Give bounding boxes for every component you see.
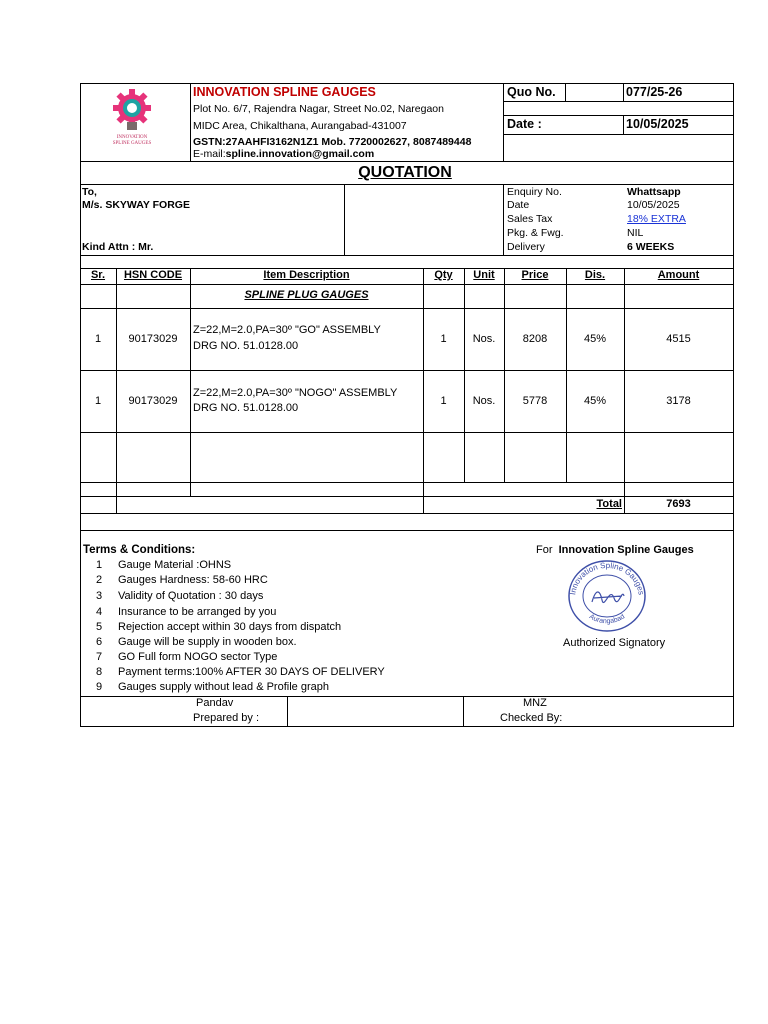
term-text: Gauge will be supply in wooden box. — [118, 636, 297, 648]
total-value: 7693 — [666, 498, 691, 510]
term-number: 8 — [95, 666, 103, 678]
term-number: 9 — [95, 681, 103, 693]
quo-no-value: 077/25-26 — [626, 85, 683, 99]
authorized-signatory: Authorized Signatory — [563, 637, 666, 649]
term-number: 1 — [95, 559, 103, 571]
term-number: 7 — [95, 651, 103, 663]
row-amount: 3178 — [666, 395, 691, 407]
detail-value-delivery: 6 WEEKS — [627, 241, 675, 253]
detail-label-date: Date — [507, 199, 530, 211]
signature-scribble — [592, 592, 624, 603]
quo-no-label: Quo No. — [507, 85, 556, 99]
row-desc-line1: Z=22,M=2.0,PA=30º "NOGO" ASSEMBLY — [193, 387, 398, 399]
svg-text:Innovation Spline Gauges — [568, 561, 646, 596]
page-title: QUOTATION — [358, 164, 452, 181]
detail-value-enquiry: Whattsapp — [627, 186, 681, 198]
detail-value-sales-tax[interactable]: 18% EXTRA — [627, 213, 686, 225]
email-link[interactable]: spline.innovation@gmail.com — [225, 148, 375, 160]
detail-label-sales-tax: Sales Tax — [507, 213, 553, 225]
stamp-bottom-text: Aurangabad — [587, 613, 627, 626]
term-text: Validity of Quotation : 30 days — [118, 590, 264, 602]
date-label: Date : — [507, 117, 542, 131]
total-label: Total — [596, 498, 622, 510]
company-address-1: Plot No. 6/7, Rajendra Nagar, Street No.02, Naregaon — [193, 103, 444, 115]
company-name: INNOVATION SPLINE GAUGES — [193, 85, 376, 99]
term-text: Rejection accept within 30 days from dispatch — [118, 621, 342, 633]
row-dis: 45% — [583, 395, 607, 407]
col-header-dis: Dis. — [584, 269, 606, 281]
to-label: To, — [82, 186, 97, 198]
term-number: 4 — [95, 606, 103, 618]
company-email-row — [193, 149, 374, 160]
kind-attn: Kind Attn : Mr. — [82, 241, 154, 253]
row-unit: Nos. — [472, 395, 496, 407]
row-desc-line2: DRG NO. 51.0128.00 — [193, 402, 299, 414]
detail-value-date: 10/05/2025 — [627, 199, 680, 211]
term-text: Gauges Hardness: 58-60 HRC — [118, 574, 268, 586]
term-text: Gauge Material :OHNS — [118, 559, 232, 571]
term-number: 3 — [95, 590, 103, 602]
prepared-name: Pandav — [196, 697, 234, 709]
row-desc-line2: DRG NO. 51.0128.00 — [193, 340, 299, 352]
term-number: 5 — [95, 621, 103, 633]
col-header-hsn: HSN CODE — [123, 269, 183, 281]
row-sr: 1 — [94, 395, 102, 407]
section-heading: SPLINE PLUG GAUGES — [244, 289, 369, 301]
terms-heading: Terms & Conditions: — [83, 544, 196, 556]
row-price: 8208 — [522, 333, 548, 345]
col-header-amount: Amount — [657, 269, 700, 281]
detail-label-enquiry: Enquiry No. — [507, 186, 562, 198]
term-number: 6 — [95, 636, 103, 648]
row-price: 5778 — [522, 395, 548, 407]
row-hsn: 90173029 — [128, 395, 178, 407]
email-label: E-mail: — [193, 148, 226, 160]
col-header-unit: Unit — [473, 269, 495, 281]
row-unit: Nos. — [472, 333, 496, 345]
row-dis: 45% — [583, 333, 607, 345]
customer-name: M/s. SKYWAY FORGE — [82, 199, 190, 211]
for-company — [536, 545, 694, 556]
detail-label-delivery: Delivery — [507, 241, 545, 253]
term-text: Gauges supply without lead & Profile graph — [118, 681, 329, 693]
company-stamp — [566, 558, 648, 634]
date-value: 10/05/2025 — [626, 117, 689, 131]
col-header-price: Price — [521, 269, 549, 281]
term-text: GO Full form NOGO sector Type — [118, 651, 278, 663]
row-sr: 1 — [94, 333, 102, 345]
term-number: 2 — [95, 574, 103, 586]
term-text: Payment terms:100% AFTER 30 DAYS OF DELIVERY — [118, 666, 385, 678]
company-address-2: MIDC Area, Chikalthana, Aurangabad-431007 — [193, 120, 407, 132]
company-gstn: GSTN:27AAHFI3162N1Z1 Mob. 7720002627, 8087489448 — [193, 136, 472, 148]
checked-label: Checked By: — [500, 712, 563, 724]
gear-bulb-icon — [104, 88, 160, 134]
for-company-name: Innovation Spline Gauges — [558, 544, 694, 556]
svg-text:Aurangabad — [588, 613, 626, 625]
logo-text-2: SPLINE GAUGES — [112, 141, 152, 146]
stamp-top-text: Innovation Spline Gauges — [568, 560, 646, 596]
row-hsn: 90173029 — [128, 333, 178, 345]
company-logo — [104, 88, 160, 152]
for-label: For — [536, 544, 553, 556]
detail-value-pkg: NIL — [627, 227, 644, 239]
row-amount: 4515 — [666, 333, 691, 345]
row-desc-line1: Z=22,M=2.0,PA=30º "GO" ASSEMBLY — [193, 324, 381, 336]
detail-label-pkg: Pkg. & Fwg. — [507, 227, 564, 239]
col-header-sr: Sr. — [90, 269, 106, 281]
row-qty: 1 — [440, 333, 447, 345]
logo-text-1: INNOVATION — [116, 135, 148, 140]
col-header-qty: Qty — [434, 269, 453, 281]
prepared-label: Prepared by : — [193, 712, 260, 724]
col-header-desc: Item Description — [263, 269, 350, 281]
checked-name: MNZ — [523, 697, 547, 709]
row-qty: 1 — [440, 395, 447, 407]
term-text: Insurance to be arranged by you — [118, 606, 277, 618]
